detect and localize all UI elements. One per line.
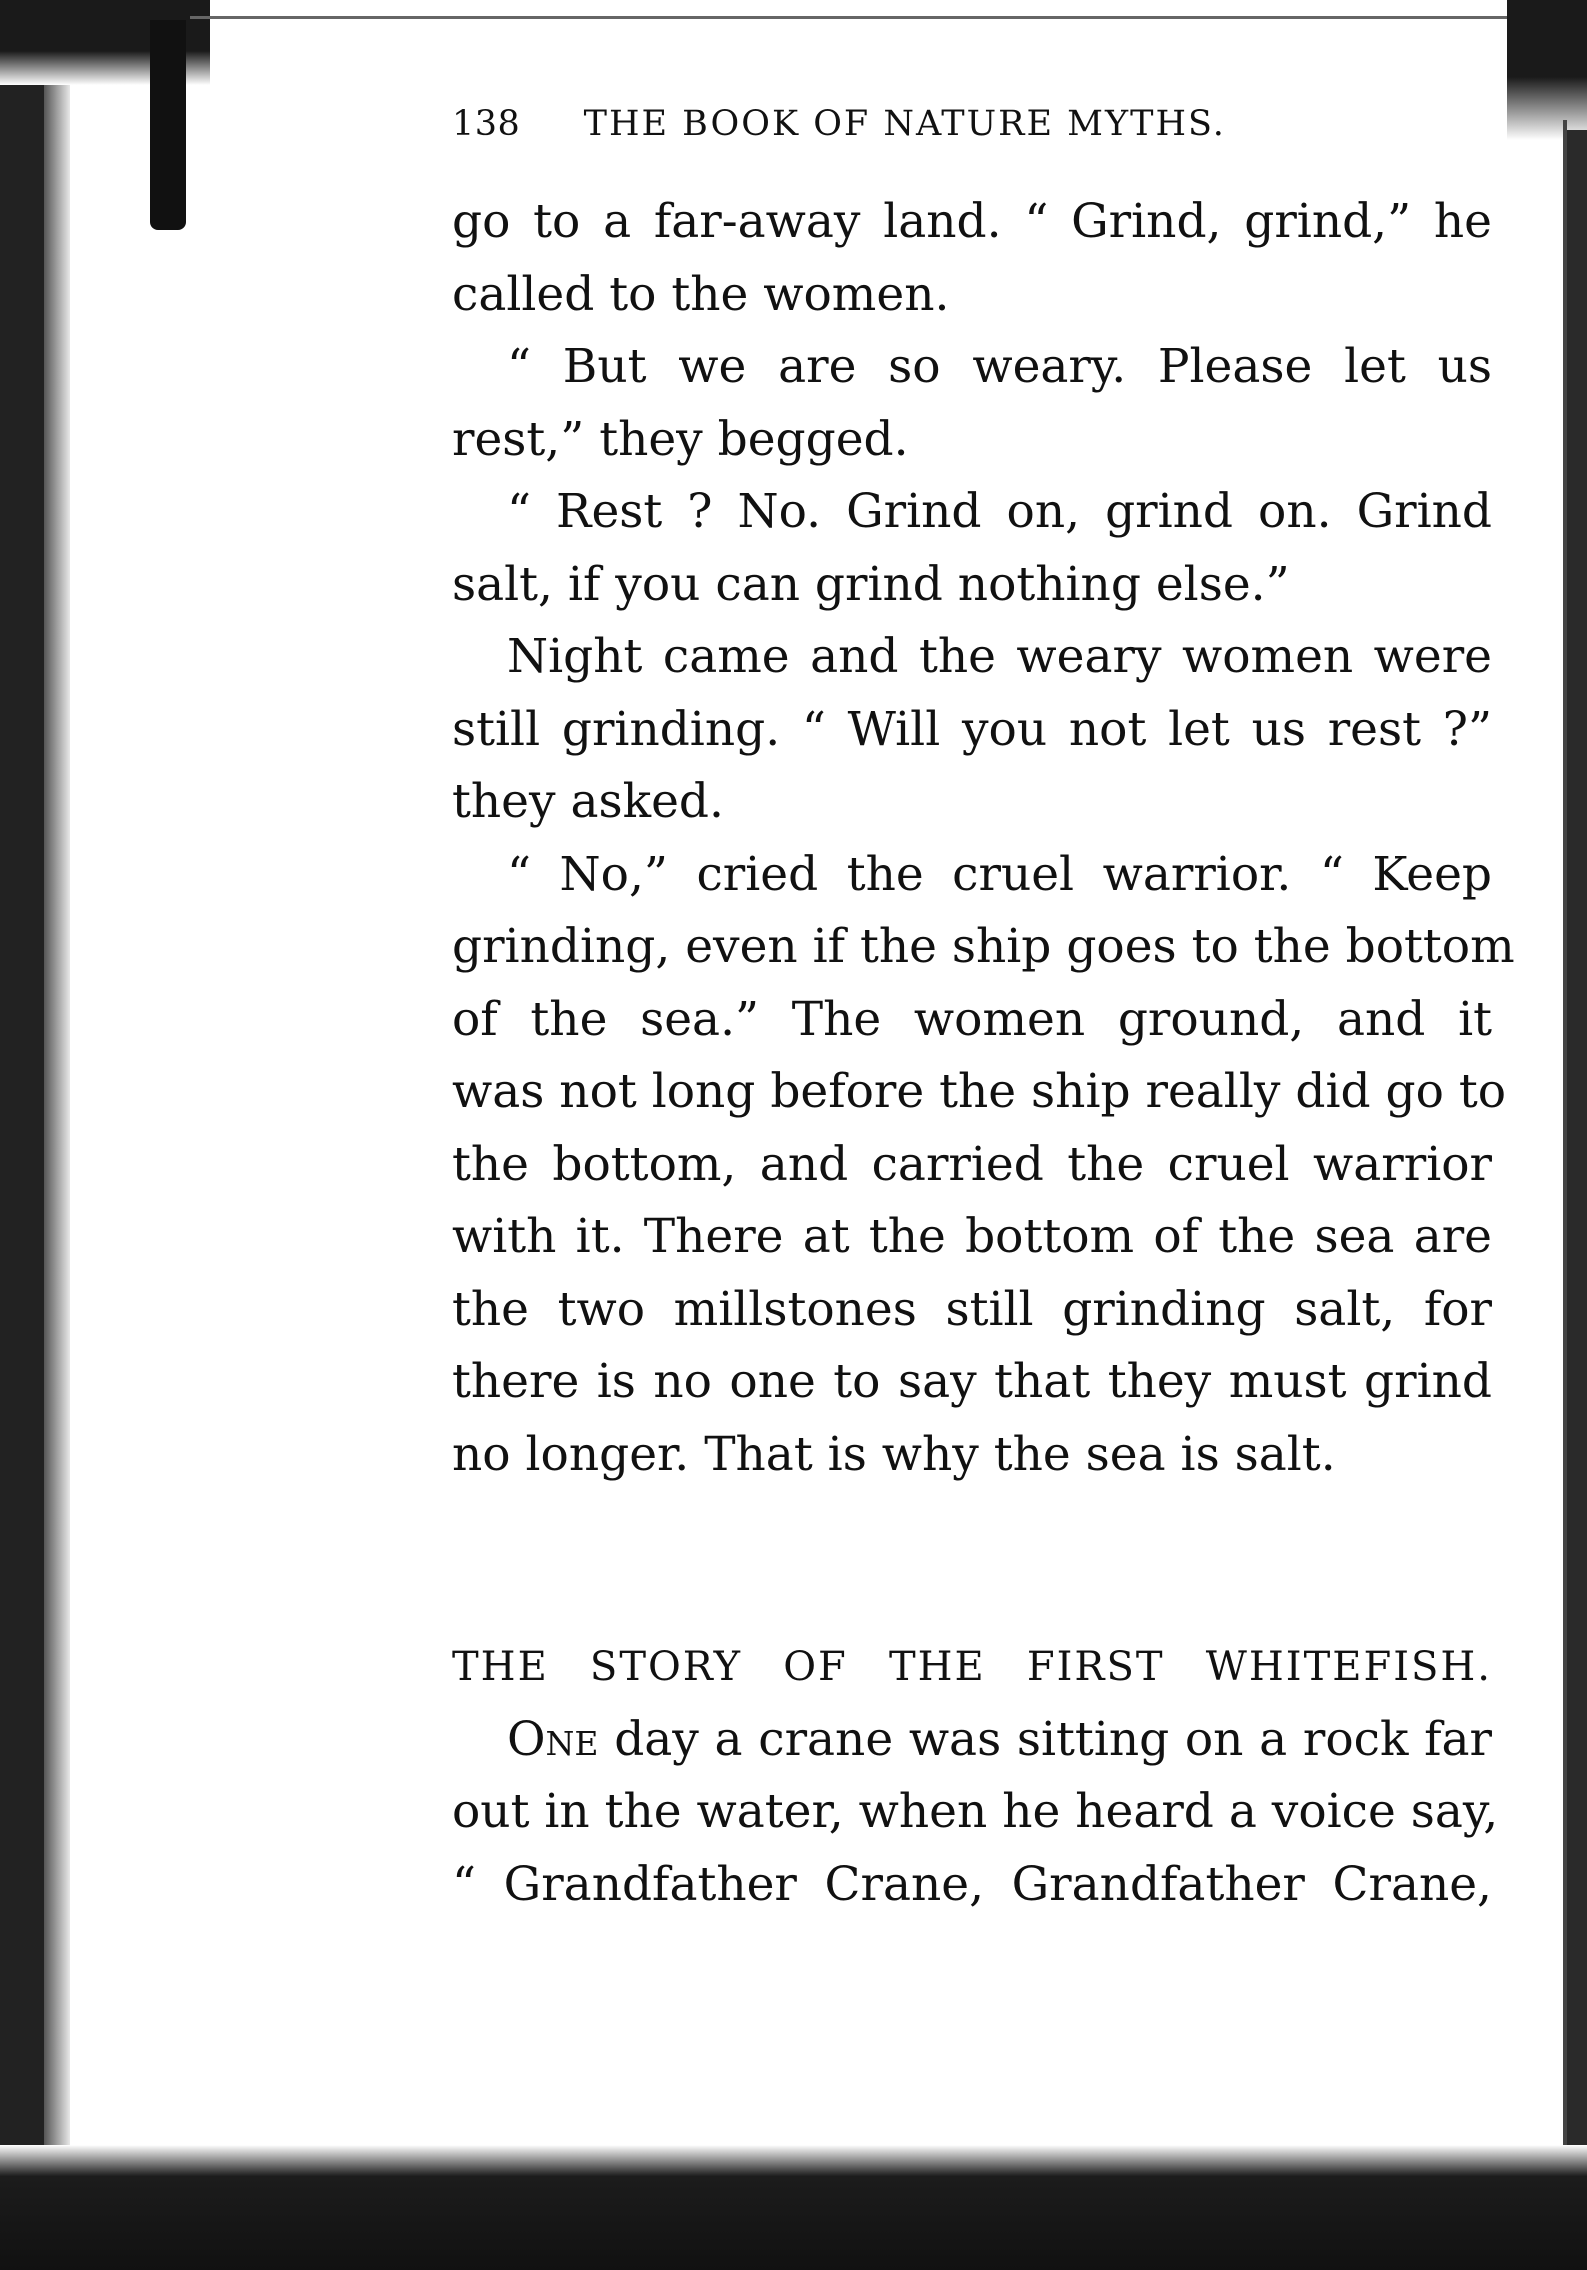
text-line: “ Rest ? No. Grind on, grind on. Grind bbox=[507, 484, 1492, 539]
text-line: go to a far-away land. “ Grind, grind,” he bbox=[452, 194, 1492, 249]
text-line: they asked. bbox=[452, 774, 724, 829]
running-title: THE BOOK OF NATURE MYTHS. bbox=[583, 104, 1226, 144]
scan-top-left-tab bbox=[150, 20, 186, 230]
scan-right-edge bbox=[1567, 130, 1587, 2170]
scan-top-edge bbox=[190, 16, 1510, 19]
text-line: was not long before the ship really did go to bbox=[452, 1064, 1507, 1119]
drop-word: One bbox=[507, 1711, 599, 1767]
page-header bbox=[452, 104, 1452, 144]
text-line: the two millstones still grinding salt, for bbox=[452, 1281, 1492, 1337]
section-gap bbox=[452, 1491, 1492, 1631]
page-body bbox=[452, 186, 1515, 1921]
text-line: “ But we are so weary. Please let us bbox=[507, 339, 1492, 394]
text-line: salt, if you can grind nothing else.” bbox=[452, 556, 1290, 612]
text-line: the bottom, and carried the cruel warrior bbox=[452, 1136, 1492, 1192]
section-first-line bbox=[452, 1704, 1492, 1777]
text-line: there is no one to say that they must grind bbox=[452, 1354, 1492, 1409]
section-heading: THE STORY OF THE FIRST WHITEFISH. bbox=[452, 1644, 1492, 1690]
scan-top-right-corner bbox=[1507, 0, 1587, 140]
text-line: still grinding. “ Will you not let us rest ?” bbox=[452, 701, 1492, 757]
text-line: called to the women. bbox=[452, 266, 950, 322]
scan-binding-shadow bbox=[0, 0, 44, 2270]
text-line: “ No,” cried the cruel warrior. “ Keep bbox=[507, 846, 1492, 902]
text-line: “ Grandfather Crane, Grandfather Crane, bbox=[452, 1856, 1492, 1912]
text-line-rest: day a crane was sitting on a rock far bbox=[598, 1711, 1492, 1767]
text-line: with it. There at the bottom of the sea are bbox=[452, 1209, 1492, 1264]
text-line: out in the water, when he heard a voice say, bbox=[452, 1784, 1499, 1839]
page-number: 138 bbox=[452, 104, 521, 144]
scan-bottom-edge bbox=[0, 2145, 1587, 2270]
text-line: no longer. That is why the sea is salt. bbox=[452, 1426, 1336, 1482]
text-line: of the sea.” The women ground, and it bbox=[452, 991, 1492, 1047]
scan-binding-gradient bbox=[44, 0, 70, 2270]
text-line: Night came and the weary women were bbox=[507, 629, 1492, 684]
text-line: rest,” they begged. bbox=[452, 411, 909, 467]
text-line: grinding, even if the ship goes to the bottom bbox=[452, 919, 1515, 974]
